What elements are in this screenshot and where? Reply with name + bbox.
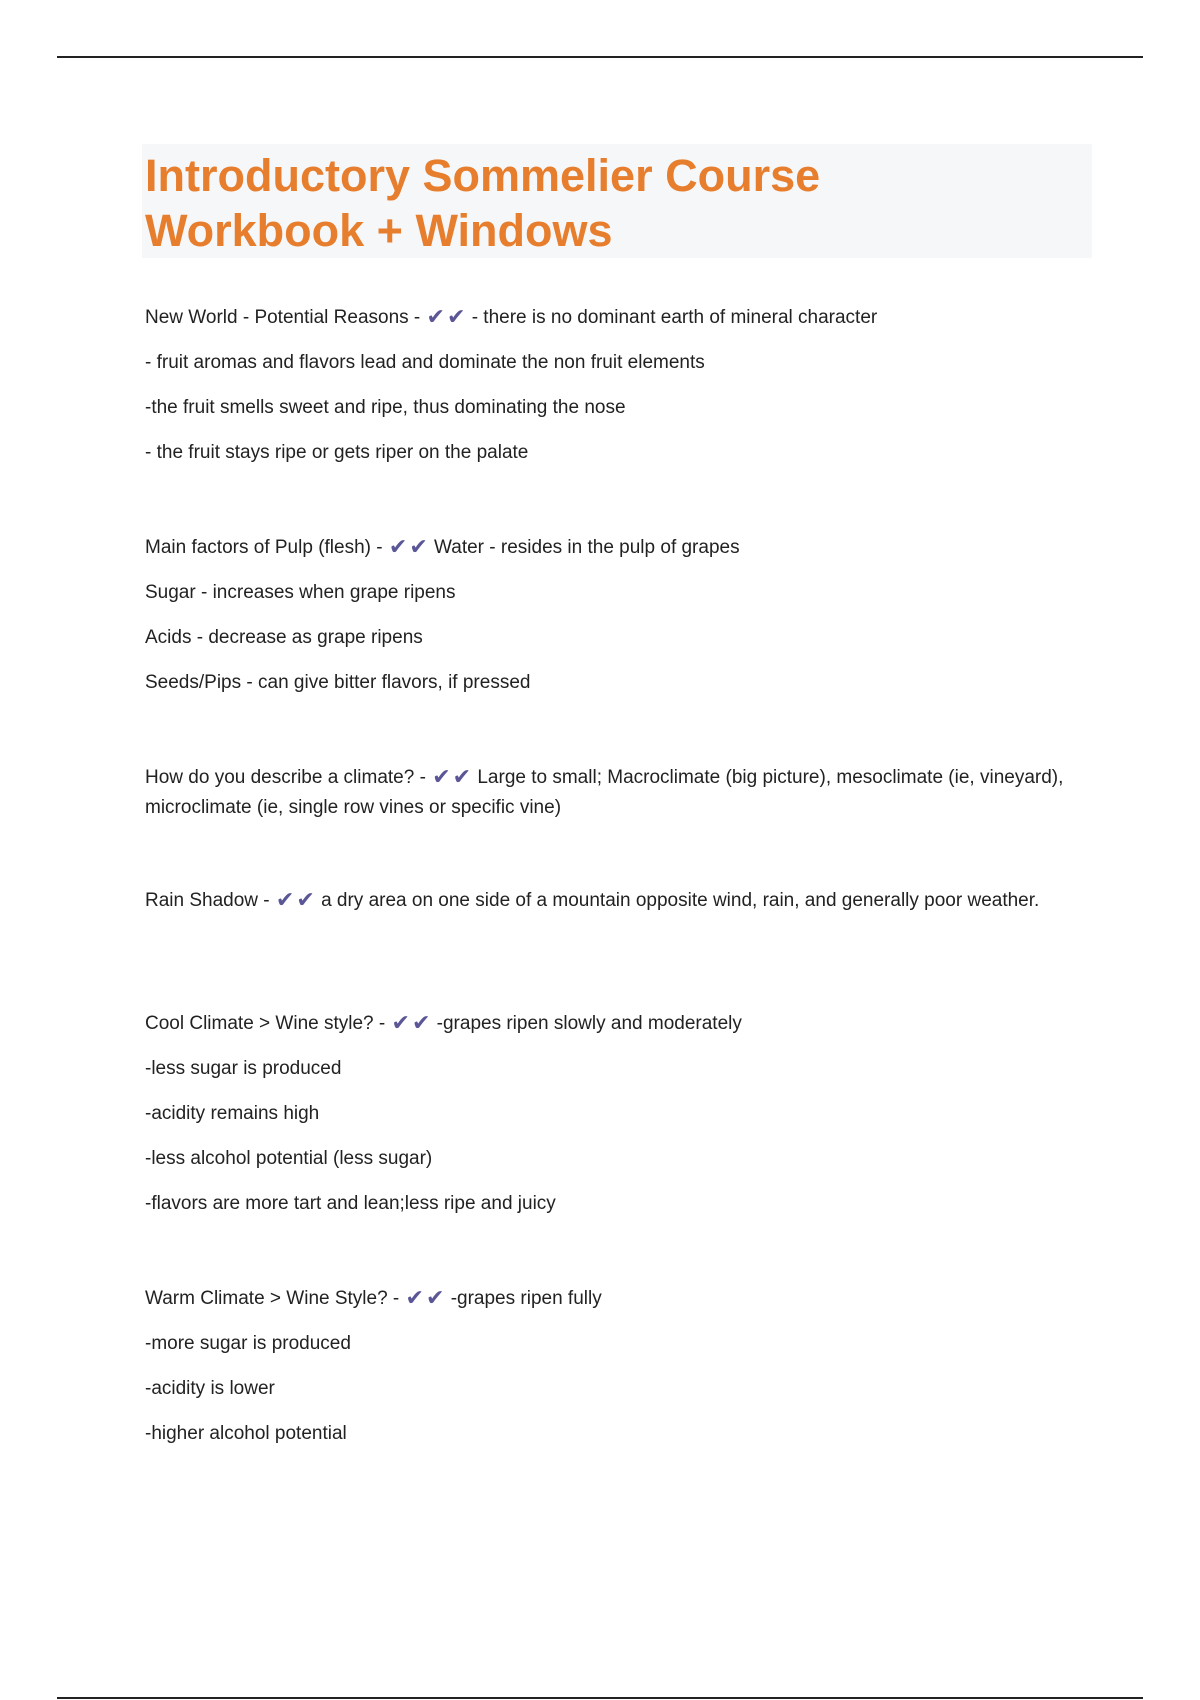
bottom-rule — [57, 1697, 1143, 1699]
checkmark-icon: ✔ — [411, 1011, 431, 1036]
checkmark-icon: ✔ — [405, 1286, 424, 1311]
qa-answer: Large to small; Macroclimate (big picture), mesoclimate (ie, vineyard), microclimate (ie, single row vines or specific vine) — [145, 767, 1064, 818]
qa-question-line — [145, 1009, 1065, 1039]
qa-question-line — [145, 533, 1065, 563]
qa-answer-line: -acidity remains high — [145, 1103, 320, 1124]
qa-answer-line: -less sugar is produced — [145, 1058, 342, 1079]
qa-answer: Water - resides in the pulp of grapes — [434, 537, 740, 558]
qa-answer-line: -higher alcohol potential — [145, 1423, 347, 1444]
qa-question-line — [145, 303, 1065, 333]
qa-item — [145, 1284, 1065, 1449]
qa-item — [145, 763, 1065, 823]
checkmark-icon: ✔ — [432, 765, 451, 790]
qa-answer-line: -more sugar is produced — [145, 1333, 351, 1354]
qa-answer-line: Sugar - increases when grape ripens — [145, 582, 456, 603]
checkmark-icon: ✔ — [409, 535, 428, 560]
document-title — [142, 144, 1092, 258]
checkmark-icon: ✔ — [296, 888, 315, 913]
qa-item — [145, 886, 1065, 916]
qa-question: Warm Climate > Wine Style? - — [145, 1288, 400, 1309]
qa-question: New World - Potential Reasons - — [145, 307, 421, 328]
checkmark-icon: ✔ — [426, 305, 445, 330]
qa-question: Rain Shadow - — [145, 890, 270, 911]
title-line-2: Workbook + Windows — [145, 205, 613, 256]
qa-question-line — [145, 763, 1065, 823]
checkmark-icon: ✔ — [425, 1286, 445, 1311]
qa-answer-line: - fruit aromas and flavors lead and dominate the non fruit elements — [145, 352, 705, 373]
checkmark-icon: ✔ — [452, 765, 472, 790]
qa-item — [145, 1009, 1065, 1219]
qa-answer-line: -acidity is lower — [145, 1378, 275, 1399]
qa-answer: -grapes ripen slowly and moderately — [436, 1013, 742, 1034]
checkmark-icon: ✔ — [388, 535, 408, 560]
qa-question: Main factors of Pulp (flesh) - — [145, 537, 383, 558]
qa-question: How do you describe a climate? - — [145, 767, 426, 788]
qa-answer-line: -less alcohol potential (less sugar) — [145, 1148, 433, 1169]
qa-question-line — [145, 1284, 1065, 1314]
qa-answer-line: Seeds/Pips - can give bitter flavors, if pressed — [145, 672, 531, 693]
qa-question-line — [145, 886, 1065, 916]
qa-answer: a dry area on one side of a mountain opposite wind, rain, and generally poor weather. — [321, 890, 1040, 911]
checkmark-icon: ✔ — [446, 305, 466, 330]
qa-item — [145, 533, 1065, 698]
qa-answer: -grapes ripen fully — [450, 1288, 602, 1309]
qa-item — [145, 303, 1065, 468]
checkmark-icon: ✔ — [275, 888, 295, 913]
qa-answer-line: Acids - decrease as grape ripens — [145, 627, 423, 648]
qa-question: Cool Climate > Wine style? - — [145, 1013, 386, 1034]
qa-answer-line: -the fruit smells sweet and ripe, thus dominating the nose — [145, 397, 626, 418]
qa-answer: - there is no dominant earth of mineral character — [471, 307, 878, 328]
qa-answer-line: -flavors are more tart and lean;less ripe and juicy — [145, 1193, 556, 1214]
title-line-1: Introductory Sommelier Course — [145, 150, 821, 201]
checkmark-icon: ✔ — [391, 1011, 410, 1036]
top-rule — [57, 56, 1143, 58]
qa-answer-line: - the fruit stays ripe or gets riper on the palate — [145, 442, 529, 463]
